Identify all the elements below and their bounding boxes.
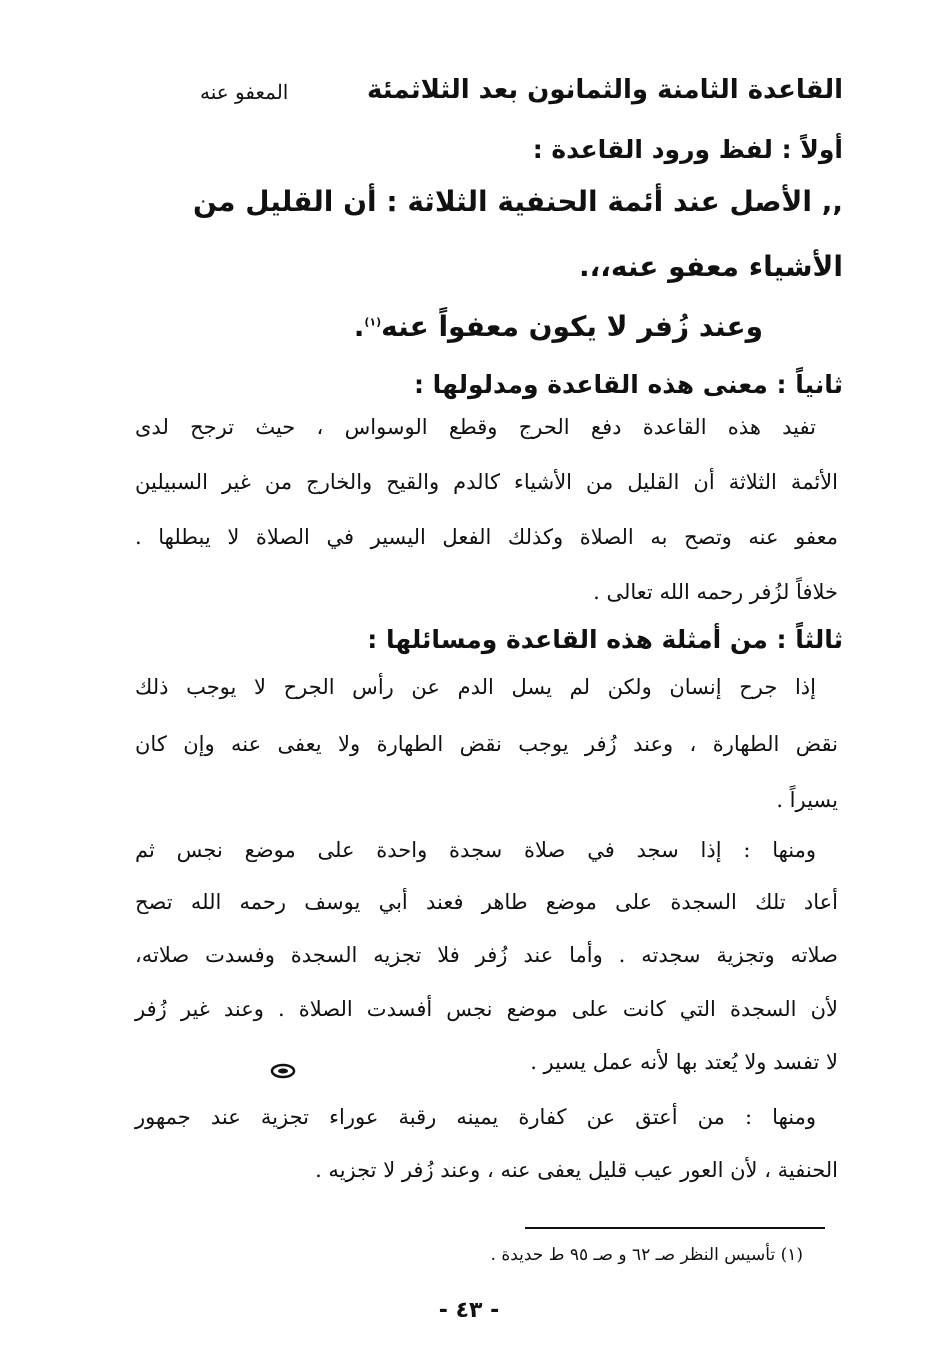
section1-heading: أولاً : لفظ ورود القاعدة :	[532, 135, 843, 164]
para1-line-3: يسيراً .	[776, 788, 838, 812]
quote-line-3	[354, 310, 763, 343]
page-number: - ٤٣ -	[438, 1298, 500, 1323]
para3-line-2: الحنفية ، لأن العور عيب قليل يعفى عنه ، وعند زُفر لا تجزيه .	[315, 1158, 838, 1182]
para2-line-3: صلاته وتجزية سجدته . وأما عند زُفر فلا تجزيه السجدة وفسدت صلاته،	[135, 943, 838, 967]
para1-line-1: إذا جرح إنسان ولكن لم يسل الدم عن رأس الجرح لا يوجب ذلك	[135, 675, 816, 699]
footnote-text: (١) تأسيس النظر صـ ٦٢ و صـ ٩٥ ط حديدة .	[490, 1245, 803, 1265]
section2-line-1: تفيد هذه القاعدة دفع الحرج وقطع الوسواس ، حيث ترجح لدى	[135, 415, 816, 439]
section3-heading: ثالثاً : من أمثلة هذه القاعدة ومسائلها :	[367, 625, 843, 654]
section2-line-4: خلافاً لزُفر رحمه الله تعالى .	[593, 580, 838, 604]
quote-line-2: الأشياء معفو عنه،،.	[578, 250, 843, 283]
section2-line-3: معفو عنه وتصح به الصلاة وكذلك الفعل اليسير في الصلاة لا يبطلها .	[135, 525, 838, 549]
page-header-subtitle: المعفو عنه	[200, 80, 289, 104]
section2-heading: ثانياً : معنى هذه القاعدة ومدلولها :	[413, 370, 843, 399]
page-header-title: القاعدة الثامنة والثمانون بعد الثلاثمئة	[367, 75, 843, 105]
ornament-icon	[270, 1062, 296, 1080]
quote-line-3-text: وعند زُفر لا يكون معفواً عنه	[381, 310, 763, 343]
quote-line-1: ,, الأصل عند أئمة الحنفية الثلاثة : أن القليل من	[192, 185, 843, 218]
footnote-divider	[525, 1227, 825, 1229]
para2-line-5: لا تفسد ولا يُعتد بها لأنه عمل يسير .	[530, 1050, 838, 1074]
para2-line-4: لأن السجدة التي كانت على موضع نجس أفسدت الصلاة . وعند غير زُفر	[135, 997, 838, 1021]
para1-line-2: نقض الطهارة ، وعند زُفر يوجب نقض الطهارة ولا يعفى عنه وإن كان	[135, 732, 838, 756]
section2-line-2: الأئمة الثلاثة أن القليل من الأشياء كالدم والقيح والخارج من غير السبيلين	[135, 470, 838, 494]
para3-line-1: ومنها : من أعتق عن كفارة يمينه رقبة عوراء تجزية عند جمهور	[135, 1105, 816, 1129]
quote-line-3-end: .	[353, 310, 365, 343]
para2-line-2: أعاد تلك السجدة على موضع طاهر فعند أبي يوسف رحمه الله تصح	[135, 890, 838, 914]
para2-line-1: ومنها : إذا سجد في صلاة سجدة واحدة على موضع نجس ثم	[135, 838, 816, 862]
footnote-marker: (١)	[364, 315, 382, 329]
